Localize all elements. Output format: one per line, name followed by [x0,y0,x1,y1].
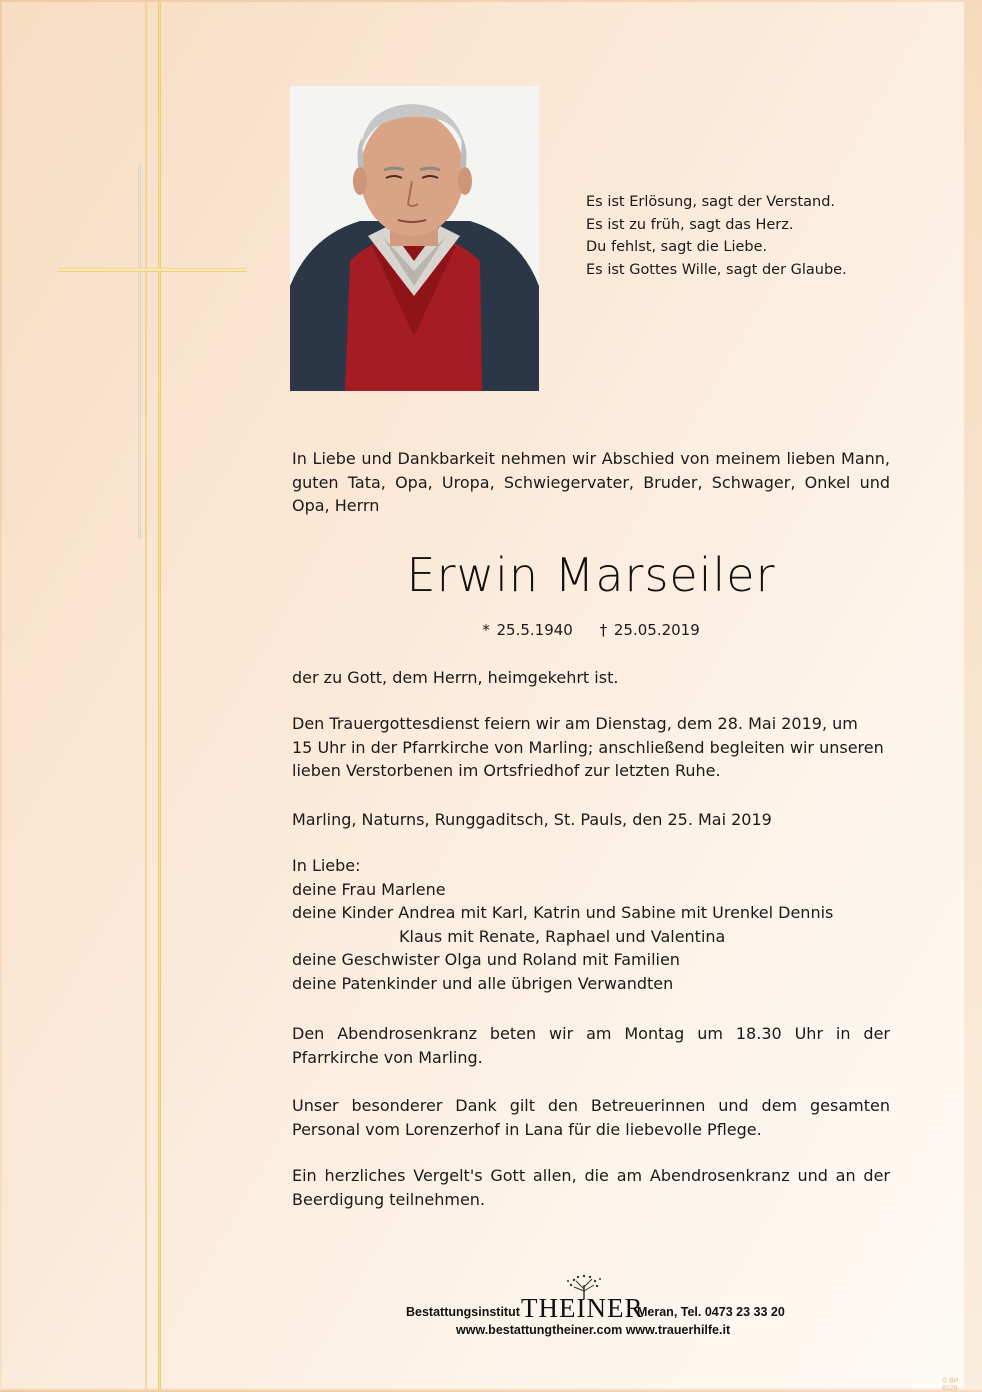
poem-line: Es ist zu früh, sagt das Herz. [586,216,794,233]
funeral-service-text [292,712,890,783]
place-and-date: Marling, Naturns, Runggaditsch, St. Pauls, den 25. Mai 2019 [292,810,772,829]
poem-line: Du fehlst, sagt die Liebe. [586,239,768,255]
returned-to-god-text: der zu Gott, dem Herrn, heimgekehrt ist. [292,668,619,687]
portrait-photo [290,86,539,391]
mourner-line: deine Kinder Andrea mit Karl, Katrin und Sabine mit Urenkel Dennis [292,903,834,922]
mourner-line: deine Patenkinder und alle übrigen Verwandten [292,973,674,993]
mourner-line: Klaus mit Renate, Raphael und Valentina [399,926,726,946]
deceased-name: Erwin Marseiler [406,548,776,602]
gold-line-left [145,2,147,1390]
mourners-heading: In Liebe: [292,856,361,875]
birth-date: * 25.5.1940 [482,621,573,639]
cross-horizontal-icon [58,268,246,272]
mourner-line: deine Frau Marlene [292,879,446,899]
mourner-line: deine Geschwister Olga und Roland mit Familien [292,950,680,969]
parte-card [2,2,964,1392]
gold-line-right [158,2,161,1390]
footer-websites: www.bestattungtheiner.com www.trauerhilfe.it [456,1323,731,1337]
funeral-home-footer [406,1275,816,1337]
poem-line: Es ist Erlösung, sagt der Verstand. [586,194,836,210]
thanks-text: Unser besonderer Dank gilt den Betreuerinnen und dem gesamten Personal vom Lorenzerhof in Lana für die liebevolle Pflege. [292,1096,890,1139]
brand-name: THEINER [521,1293,644,1323]
rosary-text: Den Abendrosenkranz beten wir am Montag um 18.30 Uhr in der Pfarrkirche von Marling. [292,1024,890,1067]
funeral-service-line: 15 Uhr in der Pfarrkirche von Marling; anschließend begleiten wir unseren [292,737,884,757]
poem-line: Es ist Gottes Wille, sagt der Glaube. [586,261,847,278]
gratitude-text: Ein herzliches Vergelt's Gott allen, die am Abendrosenkranz und an der Beerdigung teilnehmen. [292,1166,890,1209]
funeral-service-line: lieben Verstorbenen im Ortsfriedhof zur letzten Ruhe. [292,761,721,780]
cross-vertical-icon [138,164,141,539]
footer-label: Bestattungsinstitut [406,1305,520,1319]
life-dates [292,621,890,639]
funeral-service-line: Den Trauergottesdienst feiern wir am Dienstag, dem 28. Mai 2019, um [292,714,858,733]
death-date: † 25.05.2019 [599,621,700,639]
footer-contact: Meran, Tel. 0473 23 33 20 [637,1305,785,1319]
intro-text: In Liebe und Dankbarkeit nehmen wir Abschied von meinem lieben Mann, guten Tata, Opa, Uropa, Schwiegervater, Bruder, Schwager, Onkel und Opa, Herrn [292,449,890,515]
mourners-list [292,854,890,995]
copyright-mark: © BP 8126 [942,1378,959,1392]
poem [586,191,847,281]
